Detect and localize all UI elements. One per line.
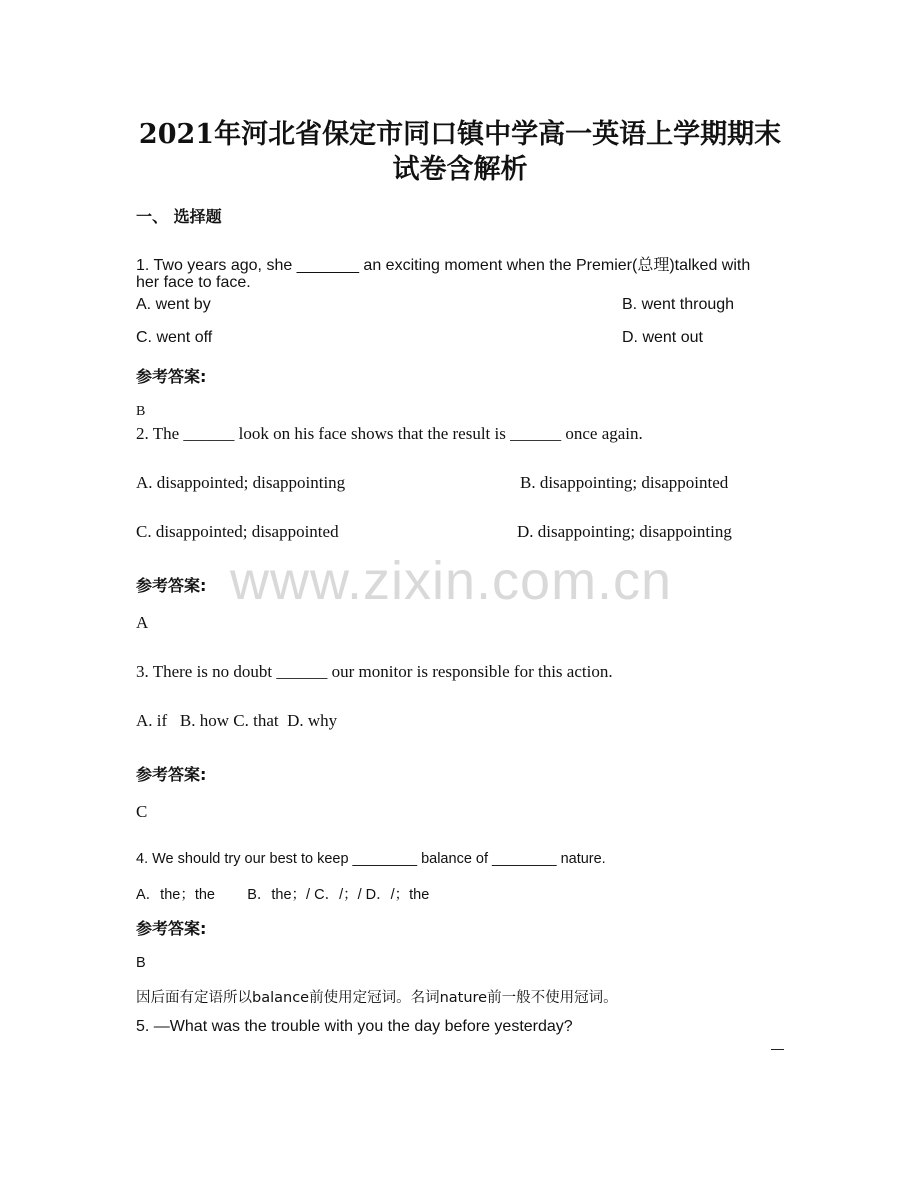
question-1-answer: B <box>136 404 146 419</box>
question-1-option-b: B. went through <box>622 296 735 313</box>
document-title-line-1: 2021年河北省保定市同口镇中学高一英语上学期期末 <box>138 119 782 150</box>
question-2-option-d: D. disappointing; disappointing <box>517 522 732 541</box>
question-4-answer: B <box>136 955 146 971</box>
watermark: www.zixin.com.cn <box>230 551 673 611</box>
question-3-stem: 3. There is no doubt ______ our monitor is responsible for this action. <box>136 662 613 681</box>
question-4-stem: 4. We should try our best to keep ________ balance of ________ nature. <box>136 851 606 867</box>
question-1-option-c: C. went off <box>136 329 213 346</box>
question-2-option-c: C. disappointed; disappointed <box>136 522 339 541</box>
question-4-answer-label: 参考答案: <box>136 919 207 938</box>
continuation-dash <box>771 1049 784 1050</box>
question-5-stem: 5. —What was the trouble with you the day before yesterday? <box>136 1018 573 1035</box>
question-1-option-d: D. went out <box>622 329 703 346</box>
question-2-answer: A <box>136 613 149 632</box>
question-3-answer-label: 参考答案: <box>136 765 207 784</box>
section-heading: 一、 选择题 <box>136 207 222 226</box>
question-2-option-a: A. disappointed; disappointing <box>136 473 346 492</box>
question-1-stem-line-2: her face to face. <box>136 274 251 291</box>
document-title-line-2: 试卷含解析 <box>392 154 528 185</box>
question-2-option-b: B. disappointing; disappointed <box>520 473 729 492</box>
question-2-stem: 2. The ______ look on his face shows that the result is ______ once again. <box>136 424 643 443</box>
question-4-options: A．the；the B．the；/ C．/；/ D．/；the <box>136 887 430 903</box>
question-4-explanation: 因后面有定语所以balance前使用定冠词。名词nature前一般不使用冠词。 <box>136 990 618 1006</box>
question-1-option-a: A. went by <box>136 296 211 313</box>
question-2-answer-label: 参考答案: <box>136 576 207 595</box>
question-1-answer-label: 参考答案: <box>136 367 207 386</box>
question-3-options: A. if B. how C. that D. why <box>136 711 338 730</box>
question-1-stem-line-1: 1. Two years ago, she _______ an exciting moment when the Premier(总理)talked with <box>136 257 751 274</box>
question-3-answer: C <box>136 802 148 821</box>
